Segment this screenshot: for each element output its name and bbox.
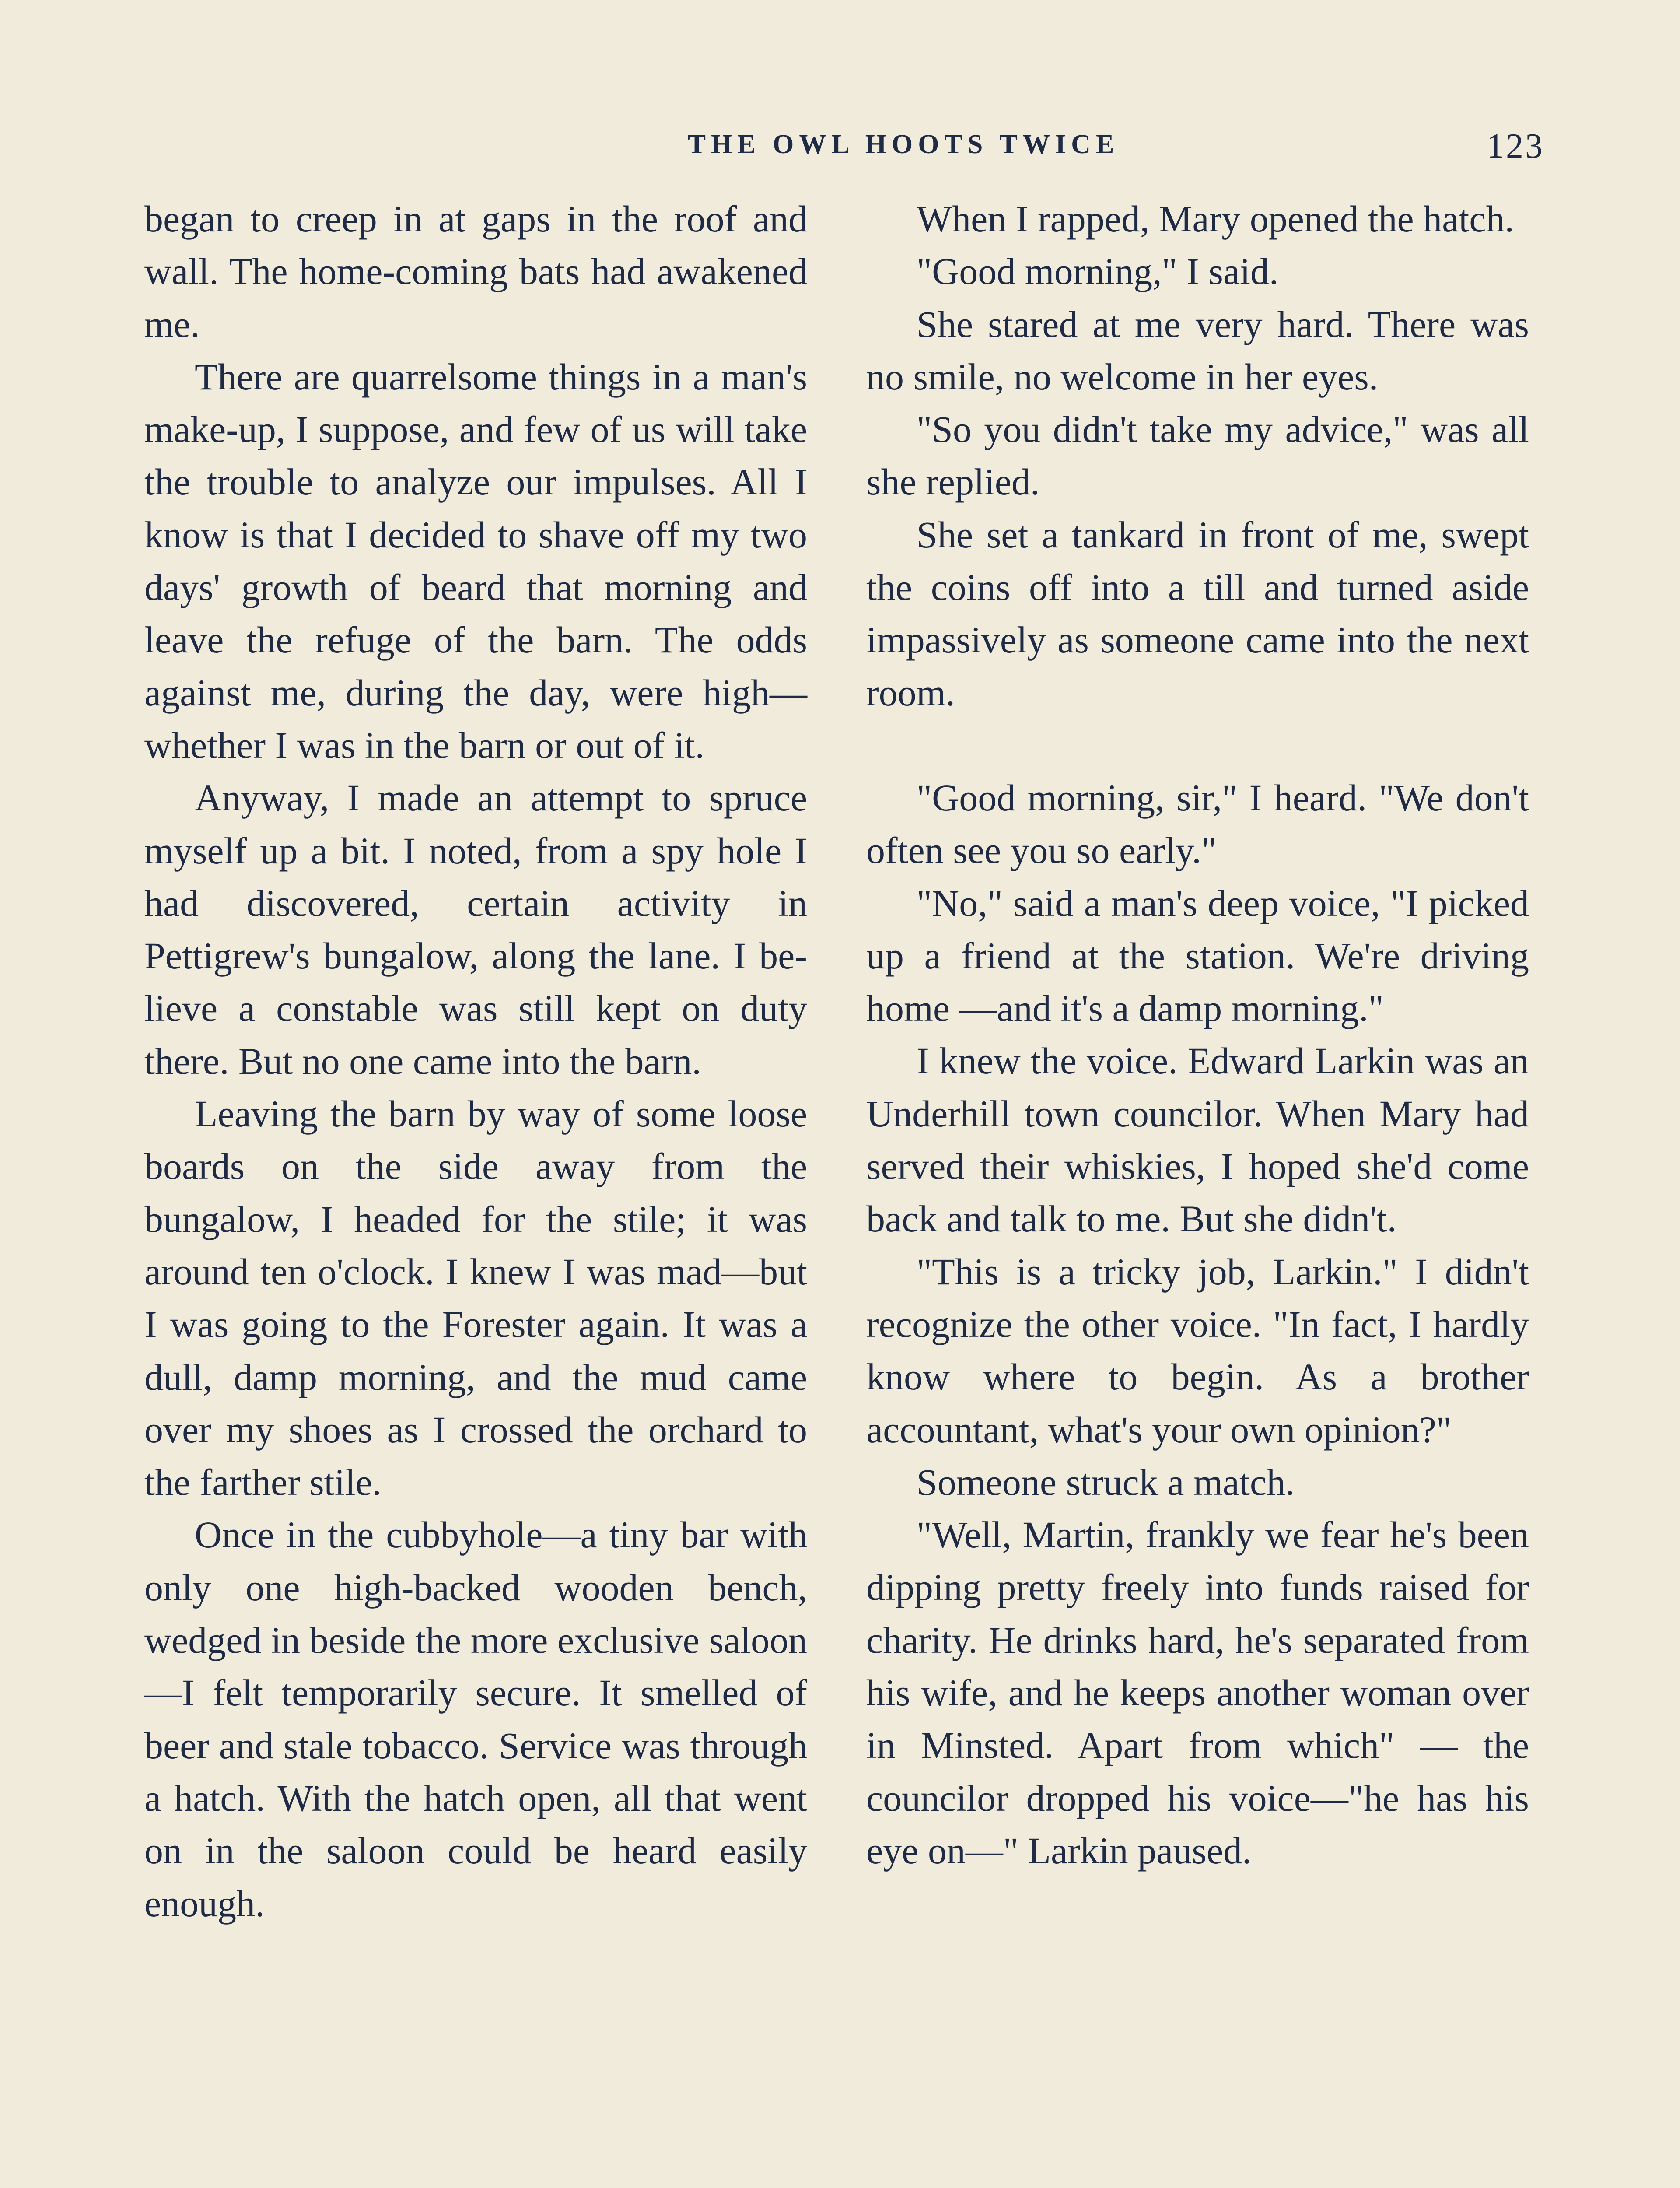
paragraph: Anyway, I made an attempt to spruce myself up a bit. I noted, from a spy hole I had discovered, certain activity in Pettigrew's bungalow, along the lane. I believe a constable was still kept on duty there. But no one came into the barn. [144,777,807,1082]
paragraph: I knew the voice. Edward Larkin was an Underhill town councilor. When Mary had served their whiskies, I hoped she'd come back and talk to me. But she didn't. [866,1040,1529,1240]
running-title: THE OWL HOOTS TWICE [687,130,1120,159]
paragraph: She stared at me very hard. There was no smile, no welcome in her eyes. [866,303,1529,398]
paragraph: "Good morning, sir," I heard. "We don't often see you so early." [866,776,1529,872]
paragraph: There are quarrelsome things in a man's make-up, I suppose, and few of us will take the trouble to analyze our impulses. All I know is that I decided to shave off my two days' growth of beard that morning and leave the refuge of the barn. The odds against me, during the day, were high—whether I was in the barn or out of it. [144,355,807,766]
paragraph: Once in the cubbyhole—a tiny bar with only one high-backed wooden bench, wedged in beside the more exclusive saloon—I felt temporarily secure. It smelled of beer and stale tobacco. Service was through a hatch. With the hatch open, all that went on in the saloon could be heard easily enough. [144,1514,807,1925]
paragraph: "No," said a man's deep voice, "I picked up a friend at the station. We're driving home —and it's a damp morning." [866,882,1529,1030]
paragraph: "This is a tricky job, Larkin." I didn't recognize the other voice. "In fact, I hardly know where to begin. As a brother accountant, what's your own opinion?" [866,1250,1529,1451]
paragraph: "Well, Martin, frankly we fear he's been dipping pretty freely into funds raised for charity. He drinks hard, he's separated from his wife, and he keeps another woman over in Minsted. Apart from which" — the councilor dropped his voice—"he has his eye on—" Larkin paused. [866,1514,1529,1872]
paragraph: "So you didn't take my advice," was all she replied. [866,408,1529,503]
page-number: 123 [1487,127,1544,165]
paragraph: Leaving the barn by way of some loose boards on the side away from the bungalow, I headed for the stile; it was around ten o'clock. I knew I was mad—but I was going to the Forester again. It was a dull, damp morning, and the mud came over my shoes as I crossed the orchard to the farther stile. [144,1093,807,1504]
right-column [866,193,1529,1877]
paragraph: She set a tankard in front of me, swept the coins off into a till and turned aside impassively as someone came into the next room. [866,513,1529,714]
paragraph: began to creep in at gaps in the roof and wall. The home-coming bats had awakened me. [144,198,807,345]
paragraph: Someone struck a match. [917,1461,1295,1503]
paragraph: "Good morning," I said. [917,250,1279,293]
running-head [144,129,1544,177]
left-column [144,193,807,1930]
section-break [866,719,1529,771]
paragraph: When I rapped, Mary opened the hatch. [917,198,1514,240]
